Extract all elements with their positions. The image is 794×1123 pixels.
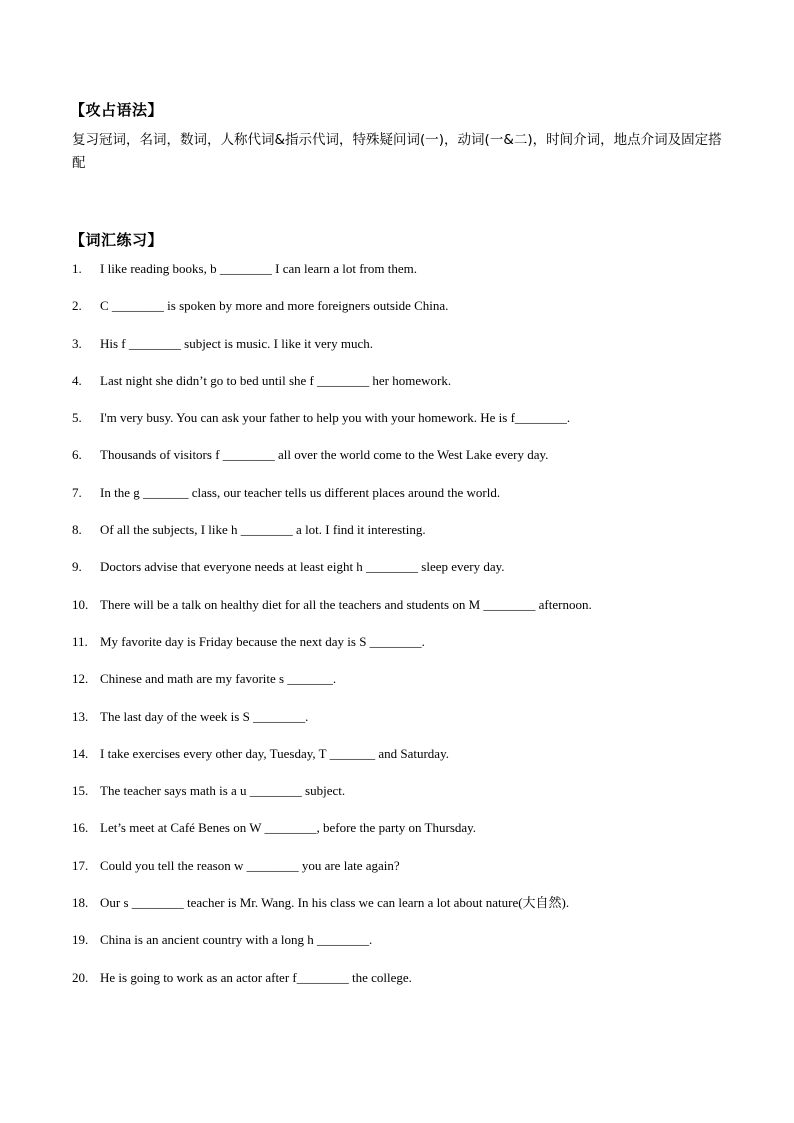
- exercise-number: 15.: [72, 783, 89, 799]
- exercise-item: [72, 595, 752, 632]
- exercise-sentence: The last day of the week is S ________.: [100, 708, 309, 724]
- exercise-sentence: There will be a talk on healthy diet for all the teachers and students on M ________ afternoon.: [100, 596, 592, 612]
- exercise-sentence: My favorite day is Friday because the next day is S ________.: [100, 633, 425, 649]
- exercise-number: 17.: [72, 857, 89, 873]
- exercise-sentence: Last night she didn’t go to bed until she f ________ her homework.: [100, 372, 452, 388]
- grammar-section-title: 【攻占语法】: [70, 101, 164, 119]
- exercise-item: [72, 781, 752, 818]
- exercise-sentence: Could you tell the reason w ________ you are late again?: [100, 857, 400, 873]
- exercise-sentence: The teacher says math is a u ________ subject.: [100, 783, 346, 799]
- exercise-sentence: Our s ________ teacher is Mr. Wang. In his class we can learn a lot about nature(大自然).: [100, 895, 570, 911]
- exercise-number: 16.: [72, 820, 89, 836]
- exercise-sentence: Of all the subjects, I like h ________ a lot. I find it interesting.: [100, 522, 426, 538]
- exercise-number: 12.: [72, 671, 89, 687]
- exercise-number: 2.: [72, 298, 82, 314]
- exercise-item: [72, 818, 752, 855]
- exercise-sentence: I take exercises every other day, Tuesday, T _______ and Saturday.: [100, 745, 449, 761]
- exercise-sentence: He is going to work as an actor after f________ the college.: [100, 969, 412, 985]
- exercise-list: [72, 259, 752, 1005]
- exercise-number: 20.: [72, 969, 89, 985]
- exercise-sentence: His f ________ subject is music. I like it very much.: [100, 335, 373, 351]
- exercise-sentence: I like reading books, b ________ I can learn a lot from them.: [100, 261, 417, 276]
- exercise-number: 6.: [72, 447, 82, 463]
- exercise-item: [72, 334, 752, 371]
- exercise-item: [72, 483, 752, 520]
- exercise-number: 8.: [72, 522, 82, 538]
- grammar-topics-text: 复习冠词，名词，数词，人称代词&指示代词，特殊疑问词(一)，动词(一&二)，时间介词，地点介词及固定搭配: [72, 132, 722, 171]
- exercise-sentence: Let’s meet at Café Benes on W ________, before the party on Thursday.: [100, 820, 477, 836]
- exercise-number: 10.: [72, 596, 89, 612]
- exercise-sentence: Thousands of visitors f ________ all over the world come to the West Lake every day.: [100, 447, 549, 463]
- exercise-item: [72, 445, 752, 482]
- exercise-item: [72, 856, 752, 893]
- exercise-sentence: I'm very busy. You can ask your father to help you with your homework. He is f________.: [100, 410, 571, 426]
- exercise-sentence: C ________ is spoken by more and more foreigners outside China.: [100, 298, 449, 314]
- exercise-number: 7.: [72, 484, 82, 500]
- exercise-item: [72, 968, 752, 1005]
- vocab-section-title: 【词汇练习】: [70, 231, 164, 249]
- exercise-number: 14.: [72, 745, 89, 761]
- exercise-number: 13.: [72, 708, 89, 724]
- exercise-number: 1.: [72, 261, 82, 276]
- exercise-item: [72, 893, 752, 930]
- exercise-item: [72, 557, 752, 594]
- exercise-item: [72, 259, 752, 296]
- exercise-item: [72, 520, 752, 557]
- exercise-sentence: Doctors advise that everyone needs at least eight h ________ sleep every day.: [100, 559, 505, 575]
- exercise-number: 4.: [72, 372, 82, 388]
- exercise-item: [72, 632, 752, 669]
- exercise-number: 9.: [72, 559, 82, 575]
- exercise-number: 3.: [72, 335, 82, 351]
- exercise-number: 18.: [72, 895, 89, 911]
- exercise-item: [72, 296, 752, 333]
- exercise-sentence: Chinese and math are my favorite s _______.: [100, 671, 337, 687]
- exercise-item: [72, 408, 752, 445]
- exercise-item: [72, 744, 752, 781]
- exercise-sentence: China is an ancient country with a long h ________.: [100, 932, 373, 948]
- exercise-number: 19.: [72, 932, 89, 948]
- exercise-item: [72, 930, 752, 967]
- exercise-item: [72, 669, 752, 706]
- exercise-number: 5.: [72, 410, 82, 426]
- exercise-item: [72, 371, 752, 408]
- exercise-number: 11.: [72, 633, 88, 649]
- exercise-item: [72, 707, 752, 744]
- exercise-sentence: In the g _______ class, our teacher tells us different places around the world.: [100, 484, 501, 500]
